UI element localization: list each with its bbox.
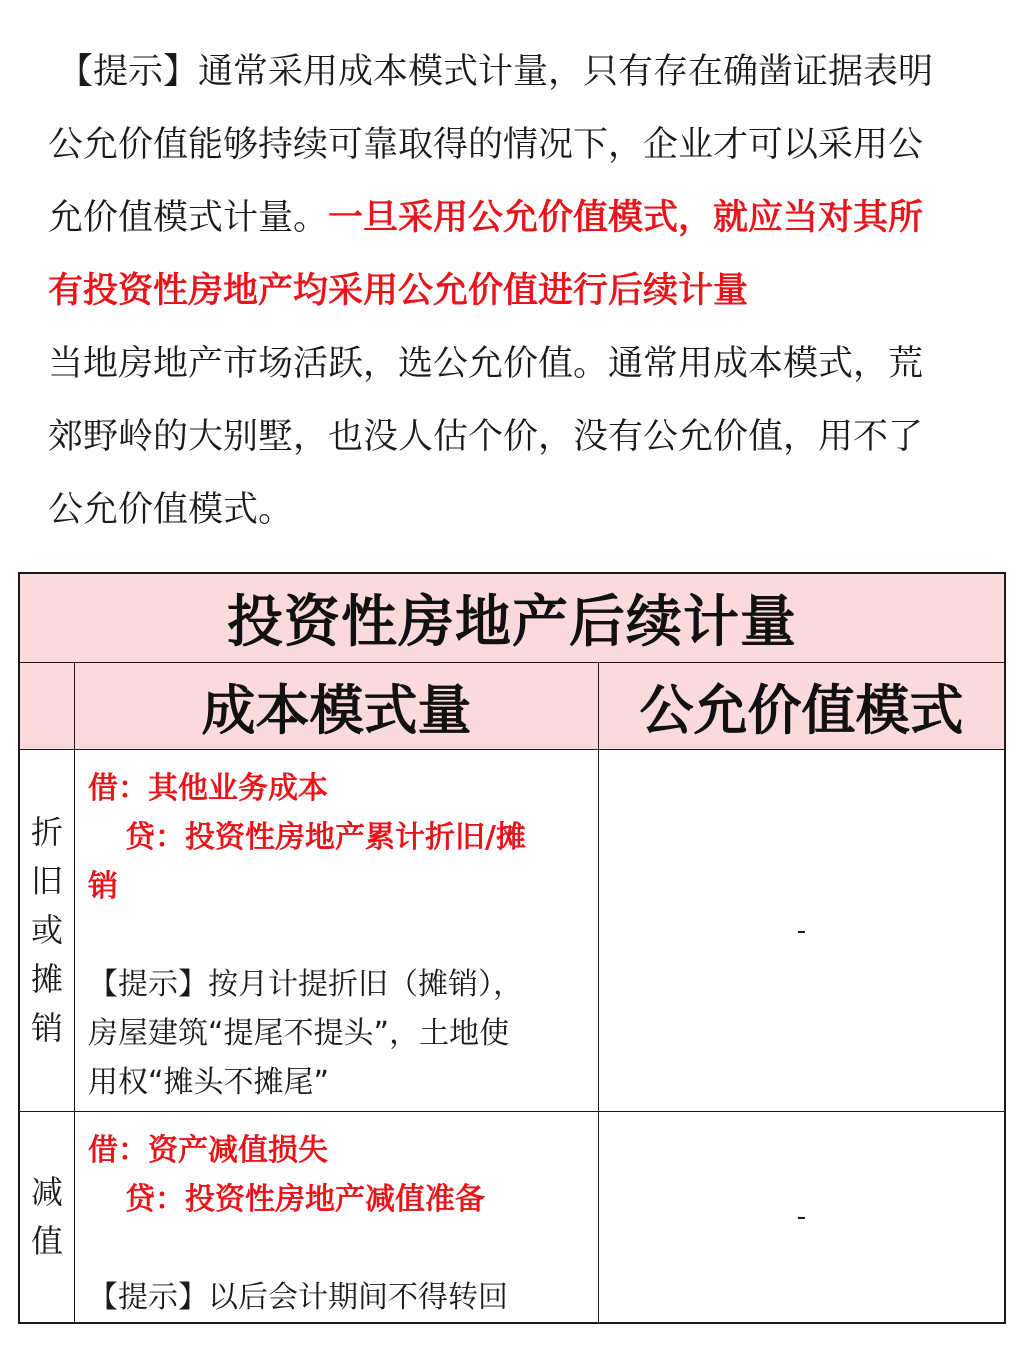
empty-dash: - — [796, 1202, 807, 1232]
header-empty-cell — [20, 663, 75, 749]
intro-text — [48, 36, 978, 547]
row-label-char: 或 — [30, 911, 63, 949]
row-label-depreciation — [20, 750, 74, 1111]
note-line: 【提示】按月计提折旧（摊销）， — [88, 967, 523, 1002]
spacer — [88, 911, 584, 960]
cost-model-cell — [75, 750, 599, 1111]
row-label-cell — [20, 750, 75, 1111]
intro-line: 公允价值模式。 — [48, 490, 294, 530]
empty-dash: - — [796, 915, 807, 946]
column-header-fair-value: 公允价值模式 — [639, 678, 964, 742]
row-label-impairment — [20, 1112, 74, 1322]
row-label-char: 旧 — [30, 862, 63, 900]
header-fair-cell — [599, 663, 1004, 749]
table-row-impairment — [20, 1112, 1004, 1322]
note-line: 用权“摊头不摊尾” — [88, 1065, 330, 1100]
table-title: 投资性房地产后续计量 — [227, 590, 797, 655]
intro-line — [48, 182, 978, 255]
measurement-table — [18, 572, 1006, 1324]
credit-entry: 贷：投资性房地产累计折旧/摊 — [125, 820, 526, 855]
intro-highlight: 有投资性房地产均采用公允价值进行后续计量 — [48, 271, 749, 311]
column-header-cost: 成本模式量 — [201, 678, 472, 742]
intro-line: 【提示】通常采用成本模式计量，只有存在确凿证据表明 — [58, 52, 934, 92]
row-label-char: 折 — [30, 813, 63, 851]
cost-model-cell — [75, 1112, 599, 1322]
row-label-cell — [20, 1112, 75, 1322]
table-row-depreciation — [20, 750, 1004, 1112]
debit-entry: 借：其他业务成本 — [88, 771, 328, 806]
note-line: 房屋建筑“提尾不提头”，土地使 — [88, 1016, 510, 1051]
intro-segment: 允价值模式计量。 — [48, 198, 329, 238]
note-line: 【提示】以后会计期间不得转回 — [88, 1280, 508, 1315]
row-label-char: 摊 — [30, 960, 63, 998]
row-label-char: 值 — [30, 1222, 63, 1260]
row-label-char: 销 — [30, 1009, 63, 1047]
table-header-row — [20, 663, 1004, 750]
debit-entry: 借：资产减值损失 — [88, 1133, 328, 1168]
row-label-char: 减 — [30, 1173, 63, 1211]
intro-line: 公允价值能够持续可靠取得的情况下，企业才可以采用公 — [48, 125, 924, 165]
spacer — [88, 1224, 584, 1273]
credit-entry-continued: 销 — [88, 869, 118, 904]
intro-highlight: 一旦采用公允价值模式，就应当对其所 — [328, 198, 924, 238]
intro-line: 郊野岭的大别墅，也没人估个价，没有公允价值，用不了 — [48, 417, 924, 457]
fair-value-cell — [599, 750, 1004, 1111]
credit-entry: 贷：投资性房地产减值准备 — [125, 1182, 485, 1217]
intro-line: 当地房地产市场活跃，选公允价值。通常用成本模式，荒 — [48, 344, 924, 384]
fair-value-cell — [599, 1112, 1004, 1322]
header-cost-cell — [75, 663, 599, 749]
table-title-row — [20, 574, 1004, 663]
